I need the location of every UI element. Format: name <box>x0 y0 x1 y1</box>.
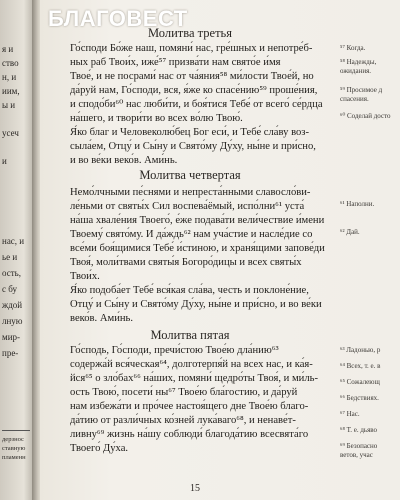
margin-note: ⁶⁴ Всех, т. е. в <box>340 362 381 370</box>
margin-note: ветов, учас <box>340 451 373 459</box>
margin-note: ⁵⁸ Надежды, <box>340 58 377 66</box>
left-page-note: ставную <box>2 445 26 452</box>
watermark-logo: БЛАГОВЕСТ <box>48 6 188 31</box>
text-line: йся⁶⁵ о зло́бах⁶⁶ на́ших, помяни́ щедро́ты Твоя́, и ми́ль- <box>70 373 318 384</box>
margin-note: ⁶⁰ Соделай досто <box>340 112 391 120</box>
text-line: ость Твою́, посети́ ны⁶⁷ Твое́ю бла́гостию, и да́руй <box>70 387 298 398</box>
left-page-text: усеч <box>2 128 19 138</box>
text-line: Го́сподь, Го́споди, пречи́стою Твое́ю дла́нию⁶³ <box>70 345 279 356</box>
left-page <box>0 0 34 500</box>
footnote-divider <box>2 430 30 431</box>
text-line: Я́ко подоба́ет Тебе́ вся́кая сла́ва, честь и поклоне́ние, <box>70 285 309 296</box>
text-line: содержа́й вся́ческая⁶⁴, долготерпя́й на всех нас, и ка́я- <box>70 359 313 370</box>
margin-note: ⁶⁷ Нас. <box>340 410 360 418</box>
left-page-text: ы и <box>2 100 16 110</box>
left-page-text: н, и <box>2 72 17 82</box>
left-page-text: нас, и <box>2 236 25 246</box>
section-title: Молитва пятая <box>150 328 230 342</box>
left-page-text: ье и <box>2 252 18 262</box>
section-title: Молитва четвертая <box>139 168 241 182</box>
text-line: Отцу́ и Сы́ну и Свято́му Ду́ху, ны́не и при́сно, и во ве́ки <box>70 299 322 310</box>
left-page-text: мир- <box>2 332 21 342</box>
text-line: веко́в. Ами́нь. <box>70 313 134 324</box>
left-page-text: ость, <box>2 268 22 278</box>
left-page-text: лную <box>2 316 23 326</box>
margin-note: ⁶¹ Наполни. <box>340 200 375 208</box>
left-page-text: пре- <box>2 348 19 358</box>
margin-note: ⁶⁶ Бедствиях. <box>340 394 379 402</box>
margin-note: ⁶⁹ Безопасно <box>340 442 378 450</box>
left-page-note: пламенн <box>2 454 26 461</box>
left-page-text: ство <box>2 58 19 68</box>
text-line: Твоего́ Ду́ха. <box>70 443 129 454</box>
text-line: все́ми боя́щимися Тебе́ и́стиною, и храня́щими запове́ди <box>70 243 325 254</box>
left-page-text: я и <box>2 44 14 54</box>
margin-note: ⁶⁵ Сожалеющ <box>340 378 380 386</box>
left-page-text: иим, <box>2 86 20 96</box>
text-line: и во ве́ки веко́в. Ами́нь. <box>70 155 178 166</box>
margin-note: ожидания. <box>340 67 372 75</box>
text-line: ных раб Твои́х, иже́⁵⁷ призва́ти нам свято́е и́мя <box>70 57 281 68</box>
text-line: Немо́лчными пе́снями и непреста́нными славосло́ви- <box>70 187 311 198</box>
margin-note: ⁶⁸ Т. е. дьяво <box>340 426 378 434</box>
text-line: Твоему́ свято́му. И да́ждь⁶² нам уча́стие и насле́дие со <box>70 229 313 240</box>
text-line: Твое́, и не посрами́ нас от ча́яния⁵⁸ ми́лости Твое́й, но <box>70 71 314 82</box>
text-line: ливну⁶⁹ жизнь на́шу соблюди́ благода́тию всесвята́го <box>70 429 309 440</box>
text-line: на́ша хвале́ния Твоего́, е́же подава́ти вели́чествие и́мени <box>70 215 325 226</box>
left-page-text: с бу <box>2 284 17 294</box>
margin-note: спасения. <box>340 95 369 103</box>
margin-note: ⁵⁷ Когда. <box>340 44 366 52</box>
text-line: Твои́х. <box>70 271 100 282</box>
text-line: да́руй нам, Го́споди, вся, я́же ко спасе́нию⁵⁹ проше́ния, <box>70 85 318 96</box>
text-line: нам избежа́ти и про́чее настоя́щего дне Твое́ю благо- <box>70 401 309 412</box>
page-number: 15 <box>190 483 200 494</box>
text-line: ле́ньми от святы́х Сил воспева́ёмый, испо́лни⁶¹ уста́ <box>70 201 305 212</box>
text-line: сыла́ем, Отцу́ и Сы́ну и Свято́му Ду́ху, ны́не и при́сно, <box>70 141 316 152</box>
left-page-text: ждой <box>2 300 23 310</box>
text-line: и сподо́би⁶⁰ нас люби́ти, и боя́тися Тебе́ от всего́ се́рдца <box>70 99 323 110</box>
text-line: Я́ко благ и Человеколю́бец Бог еси́, и Тебе́ сла́ву воз- <box>70 127 310 138</box>
text-line: да́тию от разли́чных ко́зней лука́ваго⁶⁸, и ненаве́т- <box>70 415 296 426</box>
text-line: Го́споди Бо́же наш, помяни́ нас, гре́шных и непотре́б- <box>70 43 313 54</box>
section-title: Молитва третья <box>147 26 232 40</box>
text-line: на́шего, и твори́ти во всех во́лю Твою́. <box>70 113 243 124</box>
text-line: Твоя́, моли́твами святы́я Богоро́дицы и всех святы́х <box>70 257 302 268</box>
margin-note: ⁶³ Ладонью, р <box>340 346 381 354</box>
left-page-note: дерзнос <box>2 436 24 443</box>
margin-note: ⁶² Дай. <box>340 228 360 236</box>
left-page-text: и <box>2 156 7 166</box>
margin-note: ⁵⁹ Просимое д <box>340 86 383 94</box>
